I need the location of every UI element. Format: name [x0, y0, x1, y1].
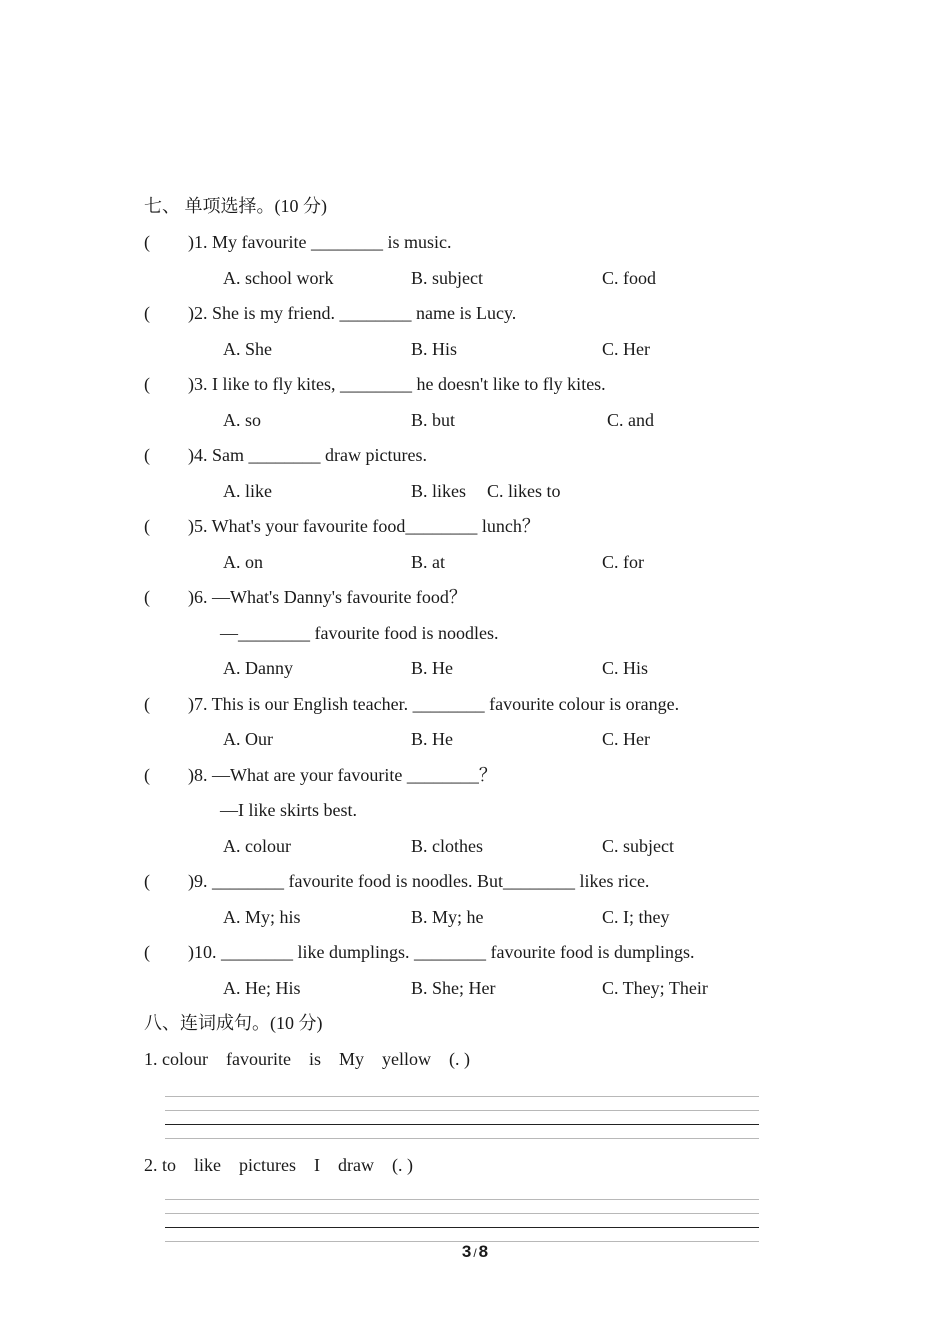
question-8: )8. —What are your favourite ________？	[188, 765, 497, 785]
option-a: A. Our	[223, 729, 273, 749]
option-a: A. Danny	[223, 658, 293, 678]
question-3: )3. I like to fly kites, ________ he doesn't like to fly kites.	[188, 374, 606, 394]
option-b: B. He	[411, 729, 453, 749]
option-b: B. at	[411, 552, 445, 572]
writing-baseline	[165, 1124, 759, 1125]
answer-paren: (	[144, 942, 150, 962]
writing-line	[165, 1096, 759, 1097]
option-c: C. for	[602, 552, 644, 572]
option-b: B. but	[411, 410, 456, 430]
option-c: C. subject	[602, 836, 674, 856]
question-4: )4. Sam ________ draw pictures.	[188, 445, 427, 465]
writing-baseline	[165, 1227, 759, 1228]
option-c: C. food	[602, 268, 656, 288]
option-a: A. so	[223, 410, 262, 430]
option-b: B. clothes	[411, 836, 483, 856]
question-9: )9. ________ favourite food is noodles. But________ likes rice.	[188, 871, 650, 891]
option-a: A. on	[223, 552, 263, 572]
option-a: A. My; his	[223, 907, 301, 927]
page-separator: /	[473, 1246, 477, 1260]
question-1: )1. My favourite ________ is music.	[188, 232, 452, 252]
option-a: A. He; His	[223, 978, 301, 998]
option-c: C. and	[607, 410, 654, 430]
section-8-title: 八、连词成句。(10 分)	[144, 1013, 323, 1033]
writing-line	[165, 1213, 759, 1214]
option-c: C. likes to	[487, 481, 561, 501]
question-7: )7. This is our English teacher. ________ favourite colour is orange.	[188, 694, 680, 714]
option-b: B. She; Her	[411, 978, 496, 998]
section-7-title: 七、 单项选择。(10 分)	[144, 196, 327, 216]
question-5: )5. What's your favourite food________ lunch？	[188, 516, 540, 536]
writing-line	[165, 1138, 759, 1139]
answer-paren: (	[144, 303, 150, 323]
question-2: )2. She is my friend. ________ name is Lucy.	[188, 303, 517, 323]
page-total: 8	[478, 1242, 489, 1261]
option-a: A. She	[223, 339, 272, 359]
option-b: B. My; he	[411, 907, 484, 927]
answer-paren: (	[144, 232, 150, 252]
sentence-item-2: 2. to like pictures I draw (. )	[144, 1155, 413, 1175]
option-c: C. His	[602, 658, 649, 678]
answer-paren: (	[144, 694, 150, 714]
question-6-reply: —________ favourite food is noodles.	[220, 623, 499, 643]
question-6: )6. —What's Danny's favourite food？	[188, 587, 467, 607]
sentence-item-1: 1. colour favourite is My yellow (. )	[144, 1049, 470, 1069]
option-b: B. He	[411, 658, 453, 678]
answer-paren: (	[144, 445, 150, 465]
answer-paren: (	[144, 765, 150, 785]
answer-paren: (	[144, 516, 150, 536]
option-c: C. I; they	[602, 907, 670, 927]
option-a: A. colour	[223, 836, 291, 856]
option-c: C. They; Their	[602, 978, 708, 998]
option-b: B. His	[411, 339, 458, 359]
page-current: 3	[461, 1242, 472, 1261]
answer-paren: (	[144, 374, 150, 394]
option-c: C. Her	[602, 339, 650, 359]
option-a: A. school work	[223, 268, 334, 288]
option-b: B. likes	[411, 481, 467, 501]
option-c: C. Her	[602, 729, 650, 749]
option-a: A. like	[223, 481, 272, 501]
answer-paren: (	[144, 587, 150, 607]
page-number	[0, 1242, 950, 1262]
option-b: B. subject	[411, 268, 483, 288]
question-10: )10. ________ like dumplings. ________ favourite food is dumplings.	[188, 942, 695, 962]
answer-paren: (	[144, 871, 150, 891]
question-8-reply: —I like skirts best.	[220, 800, 357, 820]
writing-line	[165, 1110, 759, 1111]
writing-line	[165, 1199, 759, 1200]
